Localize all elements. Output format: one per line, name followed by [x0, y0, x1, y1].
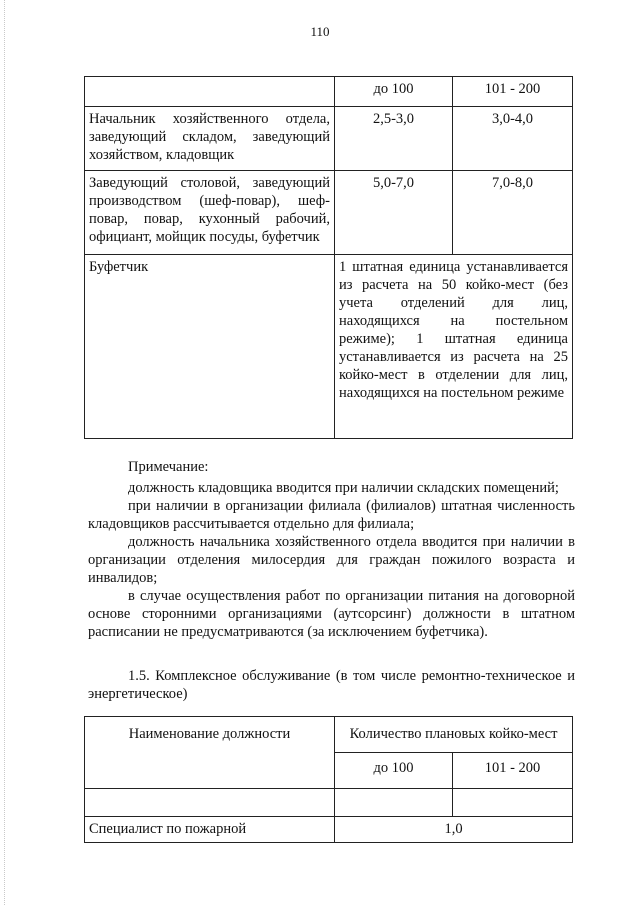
note-paragraph: должность кладовщика вводится при наличии складских помещений; [128, 480, 559, 496]
value-cell: 7,0-8,0 [453, 171, 573, 255]
header-position-name: Наименование должности [85, 717, 335, 789]
header-cell-empty [85, 77, 335, 107]
page-number: 110 [310, 24, 330, 39]
section-title: 1.5. Комплексное обслуживание (в том числе ремонтно-техническое и энергетическое) [88, 668, 575, 702]
note-block [88, 458, 575, 641]
header-cell-up-to-100: до 100 [335, 77, 453, 107]
table-row [85, 107, 573, 171]
table-row [85, 255, 573, 439]
maintenance-table [84, 716, 573, 843]
position-cell: Буфетчик [85, 255, 335, 439]
position-cell: Специалист по пожарной [85, 817, 335, 843]
section-heading [88, 667, 575, 703]
header-cell-101-200: 101 - 200 [453, 753, 573, 789]
table-row [85, 171, 573, 255]
merged-value-cell: 1,0 [335, 817, 573, 843]
note-paragraph: при наличии в организации филиала (филиалов) штатная численность кладовщиков рассчитывается отдельно для филиала; [88, 498, 575, 532]
header-planned-beds: Количество плановых койко-мест [335, 717, 573, 753]
value-cell: 2,5-3,0 [335, 107, 453, 171]
staffing-table [84, 76, 573, 439]
table-header-row [85, 717, 573, 753]
empty-cell [453, 789, 573, 817]
empty-cell [335, 789, 453, 817]
note-heading: Примечание: [128, 459, 209, 475]
value-cell: 5,0-7,0 [335, 171, 453, 255]
header-cell-101-200: 101 - 200 [453, 77, 573, 107]
note-paragraph: должность начальника хозяйственного отдела вводится при наличии в организации отделения милосердия для граждан пожилого возраста и инвалидов; [88, 534, 575, 586]
table-header-row [85, 77, 573, 107]
header-cell-up-to-100: до 100 [335, 753, 453, 789]
table-row-empty [85, 789, 573, 817]
note-paragraph: в случае осуществления работ по организации питания на договорной основе сторонними организациями (аутсорсинг) должности в штатном расписании не предусматриваются (за исключением буфетчика). [88, 588, 575, 640]
position-cell: Заведующий столовой, заведующий производством (шеф-повар), шеф-повар, повар, кухонный рабочий, официант, мойщик посуды, буфетчик [85, 171, 335, 255]
value-cell: 3,0-4,0 [453, 107, 573, 171]
page-edge [4, 0, 6, 905]
empty-cell [85, 789, 335, 817]
table-row [85, 817, 573, 843]
position-cell: Начальник хозяйственного отдела, заведующий складом, заведующий хозяйством, кладовщик [85, 107, 335, 171]
merged-value-cell: 1 штатная единица устанавливается из расчета на 50 койко-мест (без учета отделений для лиц, находящихся на постельном режиме); 1 штатная единица устанавливается из расчета на 25 койко-мест в отделении для лиц, находящихся на постельном режиме [335, 255, 573, 439]
